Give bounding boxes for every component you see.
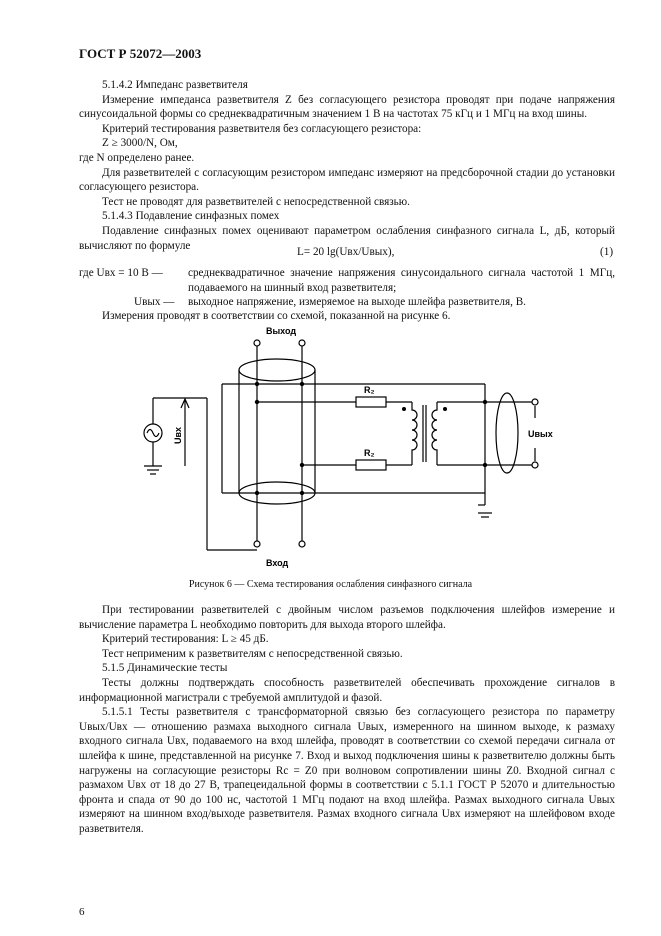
transformer-primary-icon (412, 402, 417, 465)
figure-caption: Рисунок 6 — Схема тестирования ослабления синфазного сигнала (188, 579, 473, 590)
label-input: Вход (266, 558, 289, 568)
document-header: ГОСТ Р 52072—2003 (79, 46, 202, 61)
paragraph: Тест неприменим к разветвителям с непосредственной связью. (102, 647, 403, 660)
terminal-icon (532, 462, 538, 468)
heading-common-mode: 5.1.4.3 Подавление синфазных помех (102, 210, 280, 223)
paragraph: Измерения проводят в соответствии со схемой, показанной на рисунке 6. (102, 310, 451, 322)
output-connector-icon (254, 340, 260, 346)
input-connector-icon (254, 541, 260, 547)
where-symbol-2: Uвых — (134, 296, 175, 308)
label-r-bottom: R₂ (364, 448, 375, 458)
section-dynamic (79, 603, 615, 837)
where-text-2: выходное напряжение, измеряемое на выходе шлейфа разветвителя, В. (188, 296, 526, 308)
label-uin: Uвх (173, 426, 183, 444)
paragraph: Измерение импеданса разветвителя Z без согласующего резистора проводят при подаче напряжения синусоидальной формы со среднеквадратичным значением 1 В на частотах 75 кГц и 1 МГц на вход шины. (79, 93, 615, 121)
criterion-formula: Z ≥ 3000/N, Ом, (102, 137, 178, 150)
label-r-top: R₂ (364, 385, 375, 395)
where-text-1: среднеквадратичное значение напряжения синусоидального сигнала частотой 1 МГц, подаваемого на шинный вход разветвителя; (188, 267, 615, 294)
output-connector-icon (299, 340, 305, 346)
input-connector-icon (299, 541, 305, 547)
paragraph: Критерий тестирования разветвителя без согласующего резистора: (102, 122, 422, 135)
formula-number: (1) (600, 246, 614, 258)
paragraph: Подавление синфазных помех оценивают параметром ослабления синфазного сигнала L, дБ, который вычисляют по формуле (79, 224, 615, 252)
formula-1: L= 20 lg(Uвх/Uвых), (297, 246, 395, 258)
paragraph: Критерий тестирования: L ≥ 45 дБ. (102, 633, 269, 646)
label-output: Выход (266, 326, 297, 336)
where-symbol-1: где Uвх = 10 В — (79, 267, 163, 279)
paragraph: где N определено ранее. (79, 151, 195, 164)
resistor-r2-top (356, 397, 386, 407)
transformer-secondary-icon (432, 402, 437, 465)
terminal-icon (532, 399, 538, 405)
label-uout: Uвых (528, 429, 553, 439)
heading-dynamic-tests: 5.1.5 Динамические тесты (102, 662, 228, 675)
paragraph: Для разветвителей с согласующим резистором импеданс измеряют на предсборочной стадии до установки согласующего резистора. (79, 166, 615, 194)
paragraph: Тест не проводят для разветвителей с непосредственной связью. (102, 195, 410, 208)
paragraph: Тесты должны подтверждать способность разветвителей обеспечивать прохождение сигналов в информационной магистрали с требуемой амплитудой и фазой. (79, 676, 615, 704)
paragraph: 5.1.5.1 Тесты разветвителя с трансформаторной связью без согласующего резистора по параметру Uвых/Uвх — отношению размаха выходного сигнала Uвых, измеренного на шинном выходе, к размаху входного сигнала Uвх, подаваемого на вход шлейфа, проводят в соответствии со схемой передачи сигнала от шлейфа к шине, представленной на рисунке 7. Вход и выход подключения шины к разветвителю должны быть нагружены на согласующие резисторы Rс = Z0 при волновом сопротивлении шины Z0. Входной сигнал с размахом Uвх от 18 до 27 В, трапецеидальной формы в соответствии с 5.1.1 ГОСТ Р 52070 и длительностью фронта и спада от 90 до 100 нс, частотой 1 МГц подают на вход шлейфа. Размах выходного сигнала Uвых измеряют на шинном вход/выходе разветвителя. Размах входного сигнала Uвх измеряют на шлейфовом входе разветвителя. (79, 706, 615, 835)
paragraph: При тестировании разветвителей с двойным числом разъемов подключения шлейфов измерение и вычисление параметра L необходимо повторить для выхода второго шлейфа. (79, 604, 615, 631)
page-number: 6 (79, 906, 85, 918)
heading-impedance: 5.1.4.2 Импеданс разветвителя (102, 79, 248, 91)
resistor-r2-bottom (356, 460, 386, 470)
